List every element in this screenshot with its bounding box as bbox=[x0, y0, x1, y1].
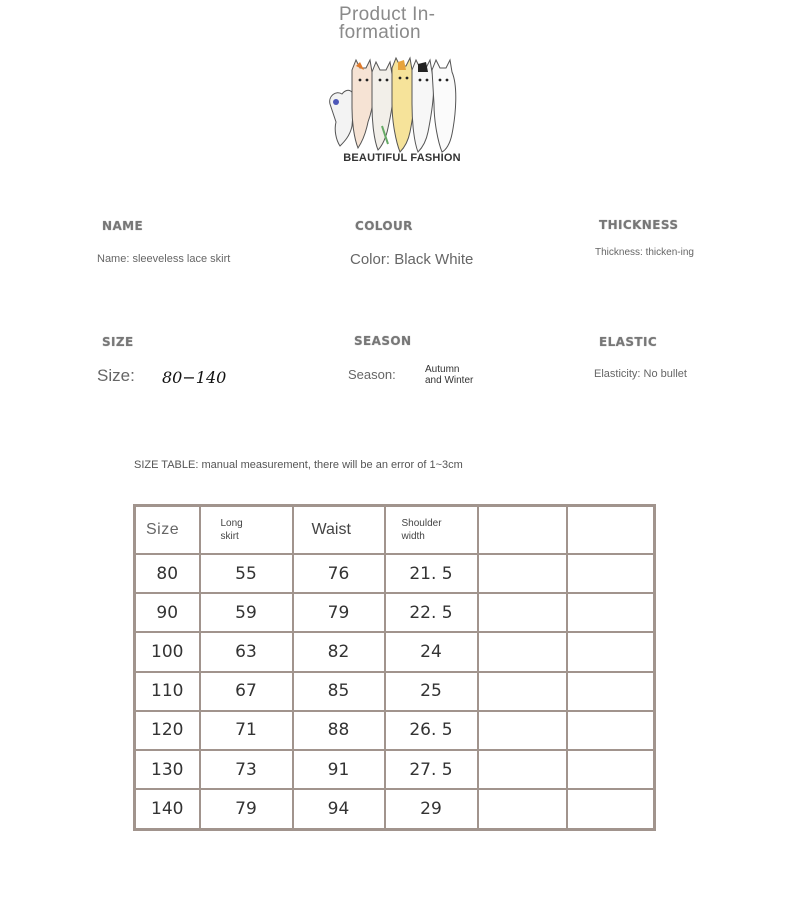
cell-waist: 76 bbox=[293, 554, 385, 593]
cell-empty bbox=[478, 789, 567, 829]
table-header-row bbox=[135, 506, 655, 555]
cell-size: 90 bbox=[135, 593, 200, 632]
cell-size: 140 bbox=[135, 789, 200, 829]
cat-figure bbox=[432, 60, 456, 152]
table-row bbox=[135, 632, 655, 671]
cell-waist: 94 bbox=[293, 789, 385, 829]
cell-shoulder: 24 bbox=[385, 632, 478, 671]
season-value-line1: Autumn bbox=[425, 364, 460, 375]
table-row bbox=[135, 750, 655, 789]
season-header: SEASON bbox=[354, 334, 412, 348]
col-header-empty bbox=[567, 506, 655, 555]
col-header-waist: Waist bbox=[293, 506, 385, 555]
table-row bbox=[135, 789, 655, 829]
colour-value bbox=[350, 251, 473, 268]
colour-label: Color: bbox=[350, 251, 391, 268]
cell-waist: 82 bbox=[293, 632, 385, 671]
col-header-empty bbox=[478, 506, 567, 555]
cat-figure bbox=[330, 90, 355, 146]
cell-empty bbox=[567, 672, 655, 711]
cell-long-skirt: 71 bbox=[200, 711, 293, 750]
size-header: SIZE bbox=[102, 335, 134, 349]
colour-text: Black White bbox=[394, 251, 474, 268]
cell-long-skirt: 59 bbox=[200, 593, 293, 632]
cell-empty bbox=[567, 554, 655, 593]
brand-caption: BEAUTIFUL FASHION bbox=[343, 152, 461, 164]
cell-size: 80 bbox=[135, 554, 200, 593]
size-label: Size: bbox=[97, 366, 135, 385]
season-value-line2: and Winter bbox=[425, 375, 474, 386]
cell-shoulder: 27. 5 bbox=[385, 750, 478, 789]
cell-long-skirt: 55 bbox=[200, 554, 293, 593]
thickness-text: thicken-ing bbox=[645, 247, 694, 258]
elastic-value bbox=[594, 368, 687, 380]
name-text: sleeveless lace skirt bbox=[132, 253, 231, 265]
cell-shoulder: 26. 5 bbox=[385, 711, 478, 750]
cell-waist: 91 bbox=[293, 750, 385, 789]
cell-empty bbox=[567, 711, 655, 750]
col-header-long-skirt bbox=[200, 506, 293, 555]
cat-figure bbox=[352, 60, 374, 148]
cell-waist: 85 bbox=[293, 672, 385, 711]
size-range: 80−140 bbox=[162, 368, 227, 387]
cell-long-skirt: 79 bbox=[200, 789, 293, 829]
cell-empty bbox=[567, 750, 655, 789]
page-title: Product In-formation bbox=[339, 4, 436, 43]
col-header-size: Size bbox=[135, 506, 200, 555]
table-row bbox=[135, 593, 655, 632]
elastic-label: Elasticity: bbox=[594, 368, 641, 380]
size-table-note: SIZE TABLE: manual measurement, there will be an error of 1~3cm bbox=[134, 459, 463, 471]
cell-long-skirt: 63 bbox=[200, 632, 293, 671]
cell-empty bbox=[478, 711, 567, 750]
cell-size: 100 bbox=[135, 632, 200, 671]
cat-figure bbox=[372, 62, 394, 150]
name-header: NAME bbox=[102, 219, 144, 233]
col-header-long-skirt-text: Long skirt bbox=[220, 518, 243, 542]
cell-empty bbox=[478, 593, 567, 632]
cell-empty bbox=[478, 554, 567, 593]
name-value bbox=[97, 253, 230, 265]
col-header-shoulder bbox=[385, 506, 478, 555]
cell-long-skirt: 73 bbox=[200, 750, 293, 789]
cell-size: 110 bbox=[135, 672, 200, 711]
cell-shoulder: 25 bbox=[385, 672, 478, 711]
cell-size: 130 bbox=[135, 750, 200, 789]
cell-empty bbox=[567, 789, 655, 829]
season-value bbox=[425, 364, 473, 386]
colour-header: COLOUR bbox=[355, 219, 413, 233]
cell-shoulder: 29 bbox=[385, 789, 478, 829]
elastic-text: No bullet bbox=[643, 368, 687, 380]
cell-shoulder: 22. 5 bbox=[385, 593, 478, 632]
table-row bbox=[135, 711, 655, 750]
size-table bbox=[133, 504, 656, 831]
thickness-label: Thickness: bbox=[595, 247, 643, 258]
cell-long-skirt: 67 bbox=[200, 672, 293, 711]
elastic-header: ELASTIC bbox=[599, 335, 658, 349]
thickness-header: THICKNESS bbox=[599, 218, 679, 232]
table-row bbox=[135, 672, 655, 711]
cell-empty bbox=[478, 750, 567, 789]
col-header-shoulder-text: Shoulder width bbox=[401, 518, 442, 542]
cell-empty bbox=[478, 672, 567, 711]
name-label: Name: bbox=[97, 253, 130, 265]
cell-size: 120 bbox=[135, 711, 200, 750]
table-row bbox=[135, 554, 655, 593]
cell-empty bbox=[478, 632, 567, 671]
cell-empty bbox=[567, 632, 655, 671]
cell-shoulder: 21. 5 bbox=[385, 554, 478, 593]
season-label: Season: bbox=[348, 367, 396, 382]
cat-figure bbox=[412, 60, 434, 152]
cell-waist: 88 bbox=[293, 711, 385, 750]
cell-waist: 79 bbox=[293, 593, 385, 632]
cell-empty bbox=[567, 593, 655, 632]
thickness-value bbox=[595, 248, 697, 258]
